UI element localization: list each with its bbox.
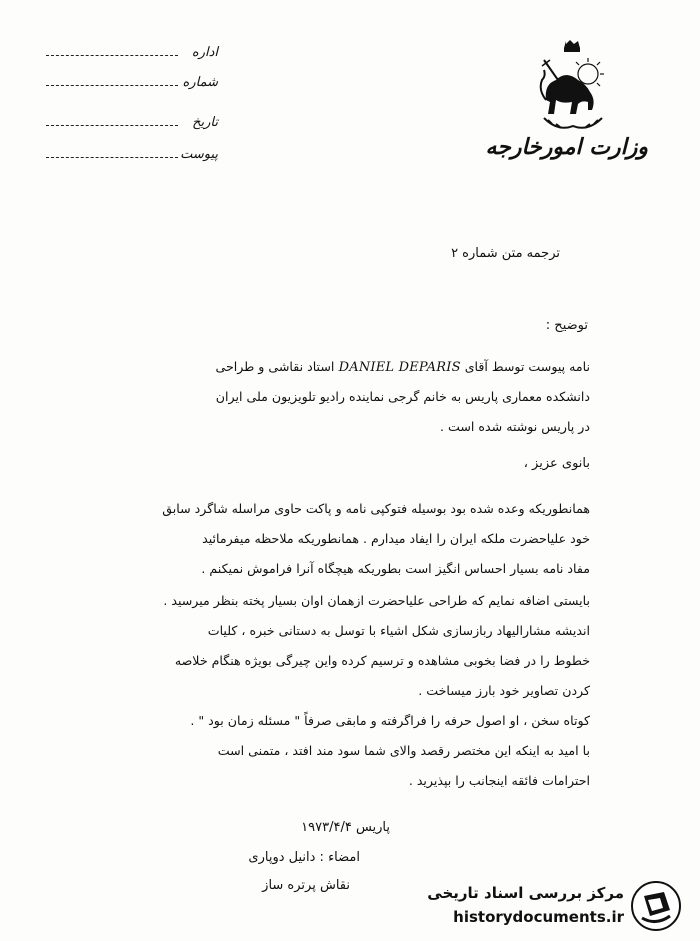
paragraph-line: همانطوریکه وعده شده بود بوسیله فتوکپی نامه و پاکت حاوی مراسله شاگرد سابق — [162, 501, 590, 516]
watermark-url: historydocuments.ir — [453, 908, 624, 926]
paragraph-line: کردن تصاویر خود بارز میساخت . — [418, 683, 590, 698]
archive-logo-icon — [630, 880, 682, 932]
field-label-number: شماره — [182, 75, 218, 90]
ministry-title: وزارت امورخارجه — [485, 134, 648, 160]
paragraph-3 — [100, 706, 590, 796]
lion-and-sun-emblem-icon — [538, 40, 608, 132]
explanation-line-2: دانشکده معماری پاریس به خانم گرجی نماینده رادیو تلویزیون ملی ایران — [215, 389, 590, 404]
field-department — [46, 40, 218, 60]
field-line — [46, 157, 178, 158]
explanation-label: توضیح : — [545, 318, 588, 333]
field-label-department: اداره — [191, 45, 218, 60]
translation-subject: ترجمه متن شماره ۲ — [451, 246, 560, 261]
author-name: DANIEL DEPARIS — [338, 360, 461, 375]
signature-title: نقاش پرتره ساز — [262, 878, 350, 893]
paragraph-line: اندیشه مشارالیهاد ربازسازی شکل اشیاء با توسل به دستانی خبره ، کلیات — [207, 623, 590, 638]
paragraph-2 — [100, 586, 590, 706]
field-attachment — [46, 142, 218, 162]
paragraph-line: کوتاه سخن ، او اصول حرفه را فراگرفته و مابقی صرفاً " مسئله زمان بود " . — [190, 713, 590, 728]
signature-place-date: پاریس ۱۹۷۳/۴/۴ — [301, 820, 390, 835]
signature-sign: امضاء : دانیل دوپاری — [248, 850, 360, 865]
paragraph-line: مفاد نامه بسیار احساس انگیز است بطوریکه هیچگاه آنرا فراموش نمیکنم . — [201, 561, 590, 576]
paragraph-line: با امید به اینکه این مختصر رقصد والای شما سود مند افتد ، متمنی است — [217, 743, 590, 758]
field-line — [46, 55, 178, 56]
explanation-line1-post: استاد نقاشی و طراحی — [215, 359, 335, 374]
paragraph-1 — [100, 494, 590, 584]
paragraph-line: بایستی اضافه نمایم که طراحی علیاحضرت ازهمان اوان بسیار پخته بنظر میرسید . — [163, 593, 590, 608]
salutation: بانوی عزیز ، — [523, 456, 590, 471]
field-line — [46, 125, 178, 126]
explanation-line-1 — [100, 352, 590, 382]
field-label-attachment: پیوست — [180, 147, 218, 162]
watermark-title: مرکز بررسی اسناد تاریخی — [427, 884, 624, 902]
field-label-date: تاریخ — [192, 115, 218, 130]
paragraph-line: خطوط را در فضا بخوبی مشاهده و ترسیم کرده واین چیرگی بویژه هنگام خلاصه — [174, 653, 590, 668]
explanation-line1-pre: نامه پیوست توسط آقای — [464, 359, 590, 374]
field-number — [46, 70, 218, 90]
watermark — [418, 878, 688, 934]
field-date — [46, 110, 218, 130]
explanation-block — [100, 352, 590, 442]
paragraph-line: خود علیاحضرت ملکه ایران را ایفاد میدارم . همانطوریکه ملاحظه میفرمائید — [202, 531, 590, 546]
paragraph-line: احترامات فائقه اینجانب را بپذیرید . — [408, 773, 590, 788]
explanation-line-3: در پاریس نوشته شده است . — [440, 419, 590, 434]
field-line — [46, 85, 178, 86]
